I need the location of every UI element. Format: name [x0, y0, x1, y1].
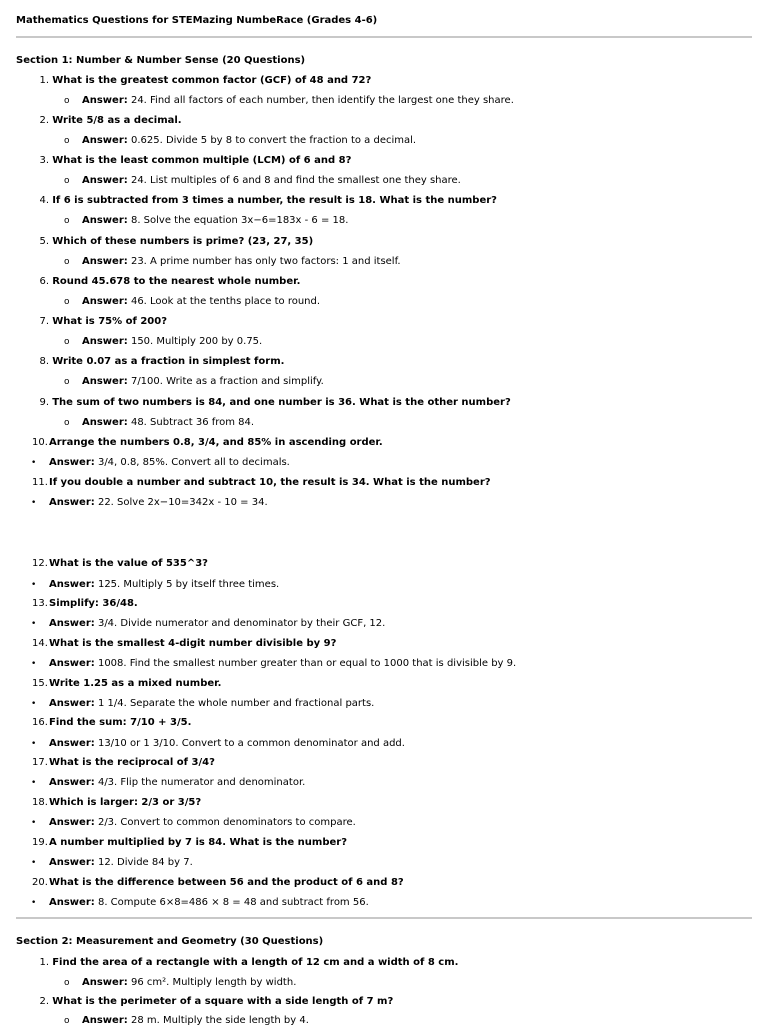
- answer-label: Answer:: [82, 417, 128, 428]
- answer-item: [31, 697, 374, 711]
- answer-label: Answer:: [49, 618, 95, 629]
- question-text: The sum of two numbers is 84, and one number is 36. What is the other number?: [52, 397, 511, 408]
- answer-text: 8. Compute 6×8=486 × 8 = 48 and subtract from 56.: [97, 897, 369, 908]
- dot-bullet-icon: •: [31, 580, 37, 590]
- question-number: 6.: [39, 276, 49, 287]
- answer-label: Answer:: [82, 977, 128, 988]
- answer-item: [64, 295, 320, 309]
- dot-bullet-icon: •: [31, 818, 37, 828]
- question-number: 3.: [39, 155, 49, 166]
- answer-label: Answer:: [82, 296, 128, 307]
- answer-text: 1008. Find the smallest number greater than or equal to 1000 that is divisible by 9.: [97, 658, 517, 669]
- question-text: What is the least common multiple (LCM) of 6 and 8?: [52, 155, 352, 166]
- answer-label: Answer:: [82, 376, 128, 387]
- answer-text: 48. Subtract 36 from 84.: [130, 417, 255, 428]
- section-1-heading: Section 1: Number & Number Sense (20 Questions): [16, 55, 306, 66]
- answer-item: [31, 578, 279, 592]
- answer-item: [64, 416, 254, 430]
- question-number: 2.: [39, 996, 49, 1007]
- answer-label: Answer:: [49, 857, 95, 868]
- answer-text: 12. Divide 84 by 7.: [97, 857, 193, 868]
- answer-label: Answer:: [82, 135, 128, 146]
- answer-item: [31, 816, 356, 830]
- question-text: Find the sum: 7/10 + 3/5.: [49, 717, 192, 728]
- answer-label: Answer:: [49, 897, 95, 908]
- question-item: [16, 557, 208, 571]
- dot-bullet-icon: •: [31, 858, 37, 868]
- answer-item: [64, 94, 514, 108]
- question-text: Which is larger: 2/3 or 3/5?: [49, 797, 202, 808]
- question-item: [16, 235, 313, 249]
- answer-label: Answer:: [82, 336, 128, 347]
- question-item: [16, 476, 491, 490]
- question-number: 4.: [39, 195, 49, 206]
- answer-text: 2/3. Convert to common denominators to compare.: [97, 817, 356, 828]
- question-number: 1.: [39, 75, 49, 86]
- answer-text: 22. Solve 2x−10=342x - 10 = 34.: [97, 497, 268, 508]
- question-item: [16, 637, 336, 651]
- answer-text: 96 cm². Multiply length by width.: [130, 977, 297, 988]
- answer-text: 23. A prime number has only two factors: 1 and itself.: [130, 256, 401, 267]
- answer-text: 4/3. Flip the numerator and denominator.: [97, 777, 306, 788]
- question-text: What is the reciprocal of 3/4?: [49, 757, 215, 768]
- question-text: Simplify: 36/48.: [49, 598, 138, 609]
- question-item: [16, 114, 182, 128]
- question-text: What is the value of 535^3?: [49, 558, 208, 569]
- question-item: [16, 154, 351, 168]
- circle-bullet-icon: o: [64, 377, 70, 387]
- answer-item: [31, 657, 516, 671]
- answer-text: 125. Multiply 5 by itself three times.: [97, 579, 280, 590]
- question-number: 11.: [32, 477, 48, 488]
- dot-bullet-icon: •: [31, 498, 37, 508]
- answer-label: Answer:: [49, 777, 95, 788]
- answer-label: Answer:: [49, 698, 95, 709]
- question-number: 2.: [39, 115, 49, 126]
- answer-text: 24. Find all factors of each number, then identify the largest one they share.: [130, 95, 514, 106]
- answer-label: Answer:: [82, 215, 128, 226]
- question-number: 10.: [32, 437, 48, 448]
- question-item: [16, 995, 393, 1009]
- question-text: What is the greatest common factor (GCF) of 48 and 72?: [52, 75, 372, 86]
- question-item: [16, 194, 497, 208]
- circle-bullet-icon: o: [64, 1016, 70, 1026]
- answer-item: [64, 1014, 309, 1028]
- answer-item: [31, 456, 290, 470]
- question-item: [16, 396, 511, 410]
- question-number: 18.: [32, 797, 48, 808]
- question-item: [16, 597, 138, 611]
- circle-bullet-icon: o: [64, 257, 70, 267]
- answer-label: Answer:: [49, 658, 95, 669]
- answer-text: 3/4. Divide numerator and denominator by their GCF, 12.: [97, 618, 386, 629]
- question-text: Write 1.25 as a mixed number.: [49, 678, 222, 689]
- dot-bullet-icon: •: [31, 619, 37, 629]
- question-item: [16, 355, 284, 369]
- dot-bullet-icon: •: [31, 699, 37, 709]
- question-item: [16, 796, 201, 810]
- question-text: What is the perimeter of a square with a side length of 7 m?: [52, 996, 394, 1007]
- answer-item: [31, 496, 268, 510]
- question-item: [16, 275, 300, 289]
- question-text: Which of these numbers is prime? (23, 27, 35): [52, 236, 314, 247]
- question-text: If 6 is subtracted from 3 times a number, the result is 18. What is the number?: [52, 195, 497, 206]
- circle-bullet-icon: o: [64, 418, 70, 428]
- section-2-heading: Section 2: Measurement and Geometry (30 Questions): [16, 936, 324, 947]
- answer-item: [64, 375, 324, 389]
- question-text: Write 5/8 as a decimal.: [52, 115, 182, 126]
- question-item: [16, 315, 167, 329]
- answer-item: [31, 776, 305, 790]
- answer-item: [31, 617, 385, 631]
- answer-text: 13/10 or 1 3/10. Convert to a common denominator and add.: [97, 738, 405, 749]
- answer-text: 8. Solve the equation 3x−6=183x - 6 = 18.: [130, 215, 349, 226]
- question-text: A number multiplied by 7 is 84. What is the number?: [49, 837, 348, 848]
- section-divider: [16, 917, 752, 919]
- dot-bullet-icon: •: [31, 659, 37, 669]
- answer-text: 150. Multiply 200 by 0.75.: [130, 336, 263, 347]
- circle-bullet-icon: o: [64, 978, 70, 988]
- question-item: [16, 756, 215, 770]
- answer-label: Answer:: [49, 497, 95, 508]
- title-divider: [16, 36, 752, 38]
- question-number: 7.: [39, 316, 49, 327]
- circle-bullet-icon: o: [64, 96, 70, 106]
- answer-item: [31, 737, 405, 751]
- answer-item: [64, 255, 401, 269]
- answer-item: [64, 134, 416, 148]
- question-text: Find the area of a rectangle with a length of 12 cm and a width of 8 cm.: [52, 957, 459, 968]
- answer-label: Answer:: [82, 1015, 128, 1026]
- question-number: 5.: [39, 236, 49, 247]
- answer-label: Answer:: [82, 175, 128, 186]
- circle-bullet-icon: o: [64, 176, 70, 186]
- question-number: 12.: [32, 558, 48, 569]
- answer-item: [31, 896, 369, 910]
- question-text: Arrange the numbers 0.8, 3/4, and 85% in ascending order.: [49, 437, 383, 448]
- question-item: [16, 956, 458, 970]
- answer-text: 0.625. Divide 5 by 8 to convert the fraction to a decimal.: [130, 135, 417, 146]
- answer-text: 7/100. Write as a fraction and simplify.: [130, 376, 324, 387]
- question-number: 13.: [32, 598, 48, 609]
- question-number: 9.: [39, 397, 49, 408]
- question-number: 14.: [32, 638, 48, 649]
- question-item: [16, 836, 347, 850]
- answer-text: 1 1/4. Separate the whole number and fractional parts.: [97, 698, 375, 709]
- dot-bullet-icon: •: [31, 778, 37, 788]
- answer-label: Answer:: [49, 738, 95, 749]
- answer-item: [31, 856, 193, 870]
- answer-label: Answer:: [82, 256, 128, 267]
- question-text: If you double a number and subtract 10, the result is 34. What is the number?: [49, 477, 491, 488]
- question-item: [16, 716, 191, 730]
- question-number: 19.: [32, 837, 48, 848]
- question-text: Round 45.678 to the nearest whole number.: [52, 276, 301, 287]
- answer-text: 46. Look at the tenths place to round.: [130, 296, 321, 307]
- answer-item: [64, 214, 348, 228]
- answer-item: [64, 335, 262, 349]
- question-item: [16, 74, 371, 88]
- question-item: [16, 876, 404, 890]
- question-item: [16, 436, 383, 450]
- answer-item: [64, 976, 296, 990]
- answer-item: [64, 174, 461, 188]
- answer-label: Answer:: [49, 579, 95, 590]
- question-number: 16.: [32, 717, 48, 728]
- question-number: 1.: [39, 957, 49, 968]
- question-number: 8.: [39, 356, 49, 367]
- circle-bullet-icon: o: [64, 337, 70, 347]
- question-number: 20.: [32, 877, 48, 888]
- dot-bullet-icon: •: [31, 898, 37, 908]
- question-item: [16, 677, 221, 691]
- question-number: 15.: [32, 678, 48, 689]
- question-number: 17.: [32, 757, 48, 768]
- circle-bullet-icon: o: [64, 136, 70, 146]
- answer-label: Answer:: [49, 817, 95, 828]
- document-title: Mathematics Questions for STEMazing NumbeRace (Grades 4-6): [16, 15, 378, 26]
- question-text: What is the difference between 56 and the product of 6 and 8?: [49, 877, 404, 888]
- answer-text: 3/4, 0.8, 85%. Convert all to decimals.: [97, 457, 290, 468]
- circle-bullet-icon: o: [64, 297, 70, 307]
- dot-bullet-icon: •: [31, 458, 37, 468]
- answer-label: Answer:: [49, 457, 95, 468]
- answer-text: 24. List multiples of 6 and 8 and find the smallest one they share.: [130, 175, 461, 186]
- answer-text: 28 m. Multiply the side length by 4.: [130, 1015, 309, 1026]
- circle-bullet-icon: o: [64, 216, 70, 226]
- question-text: What is 75% of 200?: [52, 316, 168, 327]
- dot-bullet-icon: •: [31, 739, 37, 749]
- question-text: Write 0.07 as a fraction in simplest form.: [52, 356, 285, 367]
- question-text: What is the smallest 4-digit number divisible by 9?: [49, 638, 337, 649]
- answer-label: Answer:: [82, 95, 128, 106]
